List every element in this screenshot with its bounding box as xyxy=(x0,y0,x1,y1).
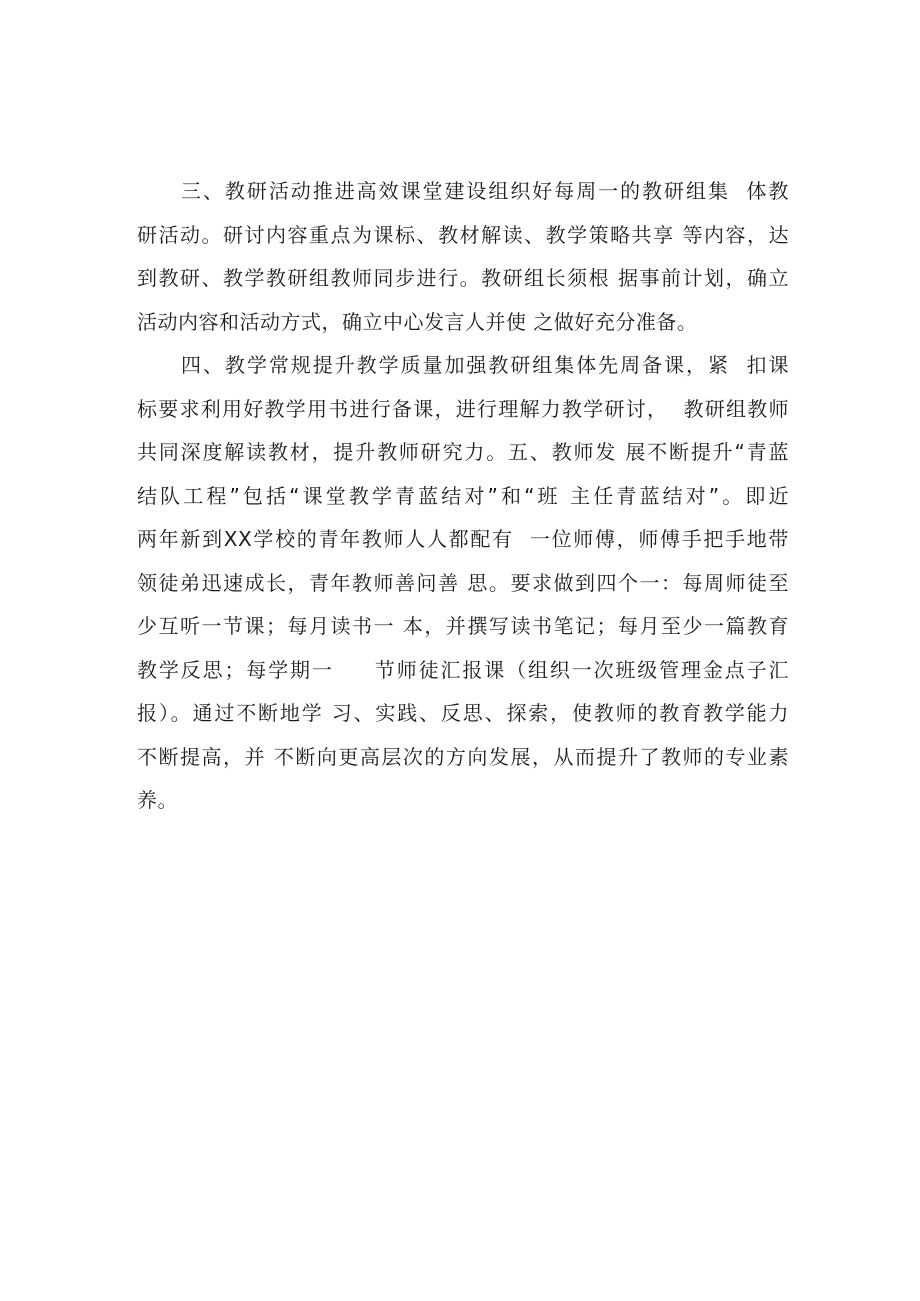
text-line: 少互听一节课；每月读书一 本，并撰写读书笔记；每月至少一篇教育 xyxy=(137,614,789,638)
text-line: 共同深度解读教材，提升教师研究力。五、教师发 展不断提升“青蓝 xyxy=(137,440,789,464)
text-line: 不断提高，并 不断向更高层次的方向发展，从而提升了教师的专业素 xyxy=(137,744,789,769)
text-line: 报）。通过不断地学 习、实践、反思、探索，使教师的教育教学能力 xyxy=(137,701,789,725)
text-line: 两年新到XX学校的青年教师人人都配有 一位师傅，师傅手把手地带 xyxy=(137,527,789,551)
text-line: 四、教学常规提升教学质量加强教研组集体先周备课，紧 扣课 xyxy=(181,353,789,377)
text-line: 研活动。研讨内容重点为课标、教材解读、教学策略共享 等内容，达 xyxy=(137,222,789,247)
text-line: 三、教研活动推进高效课堂建设组织好每周一的教研组集 体教 xyxy=(181,179,789,203)
text-line: 结队工程”包括“课堂教学青蓝结对”和“班 主任青蓝结对”。即近 xyxy=(137,483,789,508)
text-line: 活动内容和活动方式，确立中心发言人并使 之做好充分准备。 xyxy=(137,309,698,334)
paragraph-teaching-research xyxy=(137,170,789,344)
text-line: 到教研、教学教研组教师同步进行。教研组长须根 据事前计划，确立 xyxy=(137,266,789,290)
text-line: 领徒弟迅速成长，青年教师善问善 思。要求做到四个一：每周师徒至 xyxy=(137,570,789,595)
paragraph-teaching-routine xyxy=(137,344,789,823)
text-line: 标要求利用好教学用书进行备课，进行理解力教学研讨， 教研组教师 xyxy=(137,396,789,421)
text-line: 教学反思；每学期一 节师徒汇报课（组织一次班级管理金点子汇 xyxy=(137,657,789,682)
document-body xyxy=(137,170,789,823)
text-line: 养。 xyxy=(137,788,178,812)
